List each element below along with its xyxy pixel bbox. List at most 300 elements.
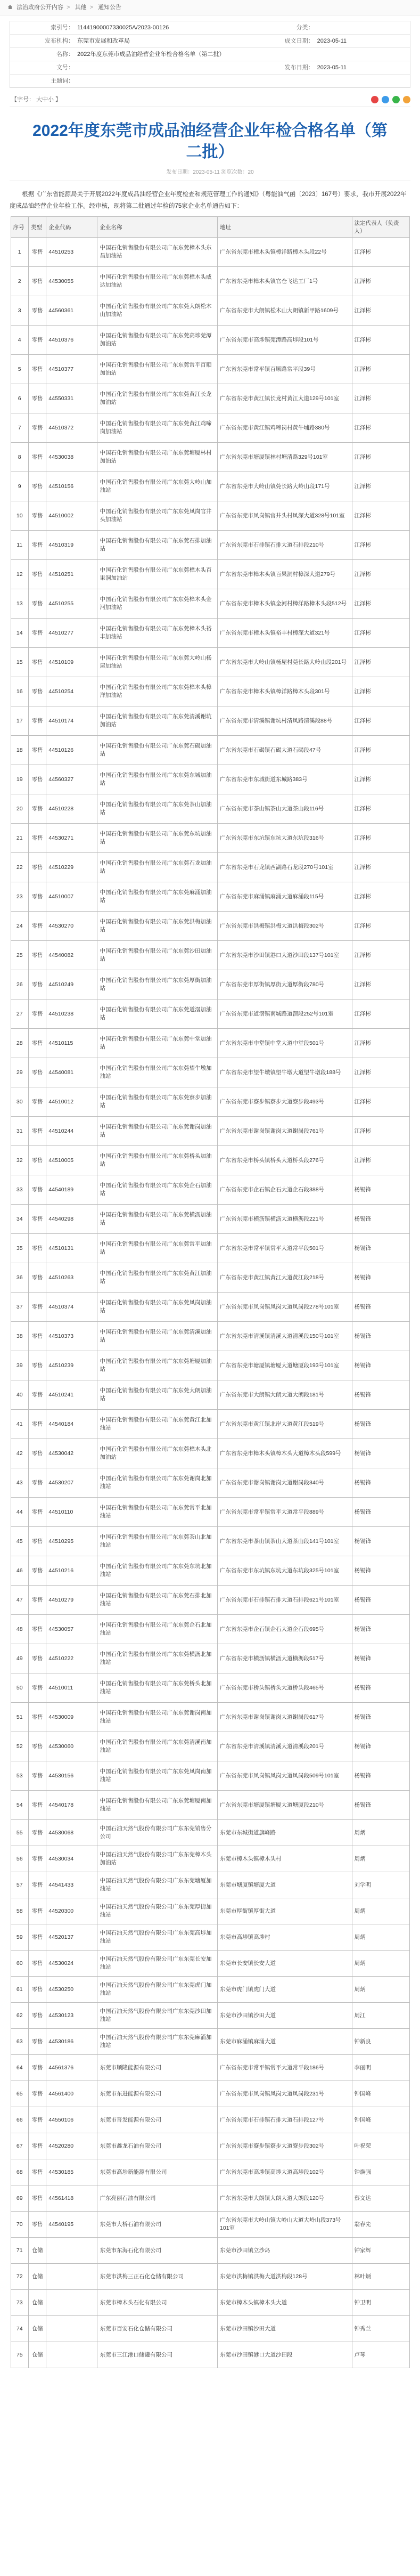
header-code: 企业代码 (46, 217, 97, 238)
breadcrumb-item-1[interactable]: 法治政府公开内容 (17, 4, 64, 11)
cell-name: 中国石化销售股份有限公司广东东莞东城加油站 (97, 765, 218, 794)
cell-name: 中国石化销售股份有限公司广东东莞东坑加油站 (97, 824, 218, 853)
cell-representative: 钟新良 (352, 2029, 409, 2055)
cell-type: 零售 (28, 941, 46, 970)
cell-no: 48 (11, 1615, 28, 1644)
cell-no: 36 (11, 1263, 28, 1293)
cell-name: 中国石化销售股份有限公司广东东莞石排北加油站 (97, 1586, 218, 1615)
cell-no: 8 (11, 443, 28, 472)
cell-code: 44530207 (46, 1468, 97, 1498)
cell-address: 东莞市樟木头镇樟木头大道 (218, 2290, 352, 2316)
cell-no: 23 (11, 882, 28, 912)
cell-name: 中国石化销售股份有限公司广东东莞横沥加油站 (97, 1205, 218, 1234)
cell-representative: 江泽彬 (352, 706, 409, 736)
cell-address: 广东省东莞市大朗镇大朗大道大朗段181号 (218, 1380, 352, 1410)
cell-name: 中国石化销售股份有限公司广东东莞清溪加油站 (97, 1322, 218, 1351)
cell-address: 东莞市沙田镇沙田大道 (218, 2316, 352, 2342)
cell-type: 零售 (28, 706, 46, 736)
cell-no: 12 (11, 560, 28, 589)
cell-code: 44510319 (46, 531, 97, 560)
cell-type: 仓储 (28, 2316, 46, 2342)
cell-address: 广东省东莞市凤岗镇凤岗大道凤岗段278号101室 (218, 1293, 352, 1322)
cell-no: 43 (11, 1468, 28, 1498)
cell-no: 7 (11, 413, 28, 443)
cell-code: 44530068 (46, 1820, 97, 1846)
cell-representative: 杨锡锋 (352, 1791, 409, 1820)
cell-address: 广东省东莞市石排镇石排大道石排段127号 (218, 2107, 352, 2133)
cell-name: 中国石化销售股份有限公司广东东莞石碣加油站 (97, 736, 218, 765)
cell-name: 中国石化销售股份有限公司广东东莞企石加油站 (97, 1175, 218, 1205)
cell-type: 零售 (28, 1293, 46, 1322)
cell-code: 44530024 (46, 1951, 97, 1977)
cell-no: 9 (11, 472, 28, 501)
cell-code: 44510374 (46, 1293, 97, 1322)
cell-name: 中国石油天然气股份有限公司广东东莞虎门加油站 (97, 1977, 218, 2003)
cell-type: 仓储 (28, 2264, 46, 2290)
cell-representative: 杨锡锋 (352, 1293, 409, 1322)
cell-code: 44510012 (46, 1087, 97, 1117)
cell-code: 44540298 (46, 1205, 97, 1234)
cell-type: 零售 (28, 1146, 46, 1175)
cell-name: 东莞市洪梅三正石化仓储有限公司 (97, 2264, 218, 2290)
cell-type: 零售 (28, 677, 46, 706)
cell-type: 零售 (28, 736, 46, 765)
cell-type: 零售 (28, 765, 46, 794)
cell-representative: 杨锡锋 (352, 1498, 409, 1527)
table-row (11, 2029, 409, 2055)
cell-address: 广东省东莞市东坑镇东坑大道东坑段316号 (218, 824, 352, 853)
cell-no: 15 (11, 648, 28, 677)
cell-representative: 刘学明 (352, 1872, 409, 1898)
cell-representative: 江泽彬 (352, 267, 409, 296)
cell-type: 零售 (28, 1468, 46, 1498)
cell-address: 广东省东莞市大岭山镇莞长路大岭山段171号 (218, 472, 352, 501)
meta-row (10, 21, 410, 35)
table-row (11, 1556, 409, 1586)
meta-cell (250, 61, 410, 74)
cell-type: 零售 (28, 1175, 46, 1205)
meta-label: 索引号： (51, 25, 74, 31)
font-big-link[interactable]: 大 (36, 96, 42, 103)
cell-no: 70 (11, 2212, 28, 2238)
cell-representative: 江泽彬 (352, 501, 409, 531)
qzone-icon[interactable] (382, 96, 389, 103)
cell-address: 广东省东莞市石排镇石排大道石排段621号101室 (218, 1586, 352, 1615)
cell-name: 中国石化销售股份有限公司广东东莞常平百顺加油站 (97, 355, 218, 384)
cell-code: 44530042 (46, 1439, 97, 1468)
table-row (11, 1898, 409, 1924)
cell-type: 零售 (28, 589, 46, 619)
cell-name: 东莞市三江港口储罐有限公司 (97, 2342, 218, 2368)
cell-no: 6 (11, 384, 28, 413)
cell-representative: 江泽彬 (352, 1087, 409, 1117)
cell-code: 44510244 (46, 1117, 97, 1146)
cell-representative: 江泽彬 (352, 648, 409, 677)
cell-no: 26 (11, 970, 28, 999)
cell-name: 中国石油天然气股份有限公司广东东莞厚街加油站 (97, 1898, 218, 1924)
cell-type: 零售 (28, 999, 46, 1029)
cell-code: 44560327 (46, 765, 97, 794)
cell-no: 10 (11, 501, 28, 531)
cell-code: 44561376 (46, 2055, 97, 2081)
meta-cell (250, 75, 410, 87)
cell-representative: 蔡文达 (352, 2185, 409, 2212)
cell-name: 东莞市顺隆能源有限公司 (97, 2055, 218, 2081)
weibo-icon[interactable] (371, 96, 378, 103)
cell-representative: 卢琴 (352, 2342, 409, 2368)
table-row (11, 2055, 409, 2081)
cell-address: 广东省东莞市中堂镇中堂大道中堂段501号 (218, 1029, 352, 1058)
cell-representative: 周炳 (352, 1898, 409, 1924)
cell-type: 零售 (28, 1234, 46, 1263)
cell-type: 零售 (28, 2107, 46, 2133)
cell-name: 中国石化销售股份有限公司广东东莞樟木头北加油站 (97, 1439, 218, 1468)
cell-no: 69 (11, 2185, 28, 2212)
breadcrumb-item-3[interactable]: 通知公告 (98, 4, 122, 11)
table-row (11, 501, 409, 531)
cell-code (46, 2342, 97, 2368)
cell-representative: 周炳 (352, 1977, 409, 2003)
header-type: 类型 (28, 217, 46, 238)
cell-name: 东莞市高埗新能源有限公司 (97, 2159, 218, 2185)
cell-type: 零售 (28, 1761, 46, 1791)
cell-representative: 钟焕强 (352, 2159, 409, 2185)
cell-representative: 周炳 (352, 1820, 409, 1846)
cell-code: 44510254 (46, 677, 97, 706)
cell-no: 42 (11, 1439, 28, 1468)
meta-cell (250, 35, 410, 47)
cell-code (46, 2238, 97, 2264)
cell-no: 5 (11, 355, 28, 384)
cell-code: 44520280 (46, 2133, 97, 2159)
meta-cell (10, 48, 250, 61)
table-row (11, 560, 409, 589)
cell-type: 零售 (28, 1791, 46, 1820)
cell-name: 中国石油天然气股份有限公司广东东莞高埗加油站 (97, 1924, 218, 1951)
table-row (11, 2290, 409, 2316)
cell-no: 67 (11, 2133, 28, 2159)
table-row (11, 1117, 409, 1146)
cell-code: 44510216 (46, 1556, 97, 1586)
cell-code: 44530250 (46, 1977, 97, 2003)
cell-type: 零售 (28, 1087, 46, 1117)
header-no: 序号 (11, 217, 28, 238)
cell-address: 广东省东莞市东坑镇东坑大道东坑段325号101室 (218, 1556, 352, 1586)
cell-address: 广东省东莞市高埗镇高埗大道高埗段102号 (218, 2159, 352, 2185)
cell-code: 44510222 (46, 1644, 97, 1673)
cell-no: 27 (11, 999, 28, 1029)
font-mid-link[interactable]: 中 (42, 96, 48, 103)
cell-address: 东莞市沙田镇立沙岛 (218, 2238, 352, 2264)
meta-row (10, 61, 410, 75)
table-row (11, 912, 409, 941)
cell-type: 零售 (28, 1556, 46, 1586)
cell-code: 44550106 (46, 2107, 97, 2133)
cell-name: 中国石化销售股份有限公司广东东莞茶山加油站 (97, 794, 218, 824)
cell-address: 广东省东莞市企石镇企石大道企石段388号 (218, 1175, 352, 1205)
meta-row (10, 75, 410, 87)
cell-name: 中国石化销售股份有限公司广东东莞塘厦南加油站 (97, 1791, 218, 1820)
cell-type: 零售 (28, 1439, 46, 1468)
cell-no: 60 (11, 1951, 28, 1977)
cell-no: 63 (11, 2029, 28, 2055)
table-row (11, 1293, 409, 1322)
cell-no: 64 (11, 2055, 28, 2081)
cell-address: 广东省东莞市凤岗镇官井头村凤深大道328号101室 (218, 501, 352, 531)
table-row (11, 2342, 409, 2368)
cell-code: 44530270 (46, 912, 97, 941)
table-row (11, 1058, 409, 1087)
cell-code: 44510109 (46, 648, 97, 677)
cell-name: 东莞市百安石化仓储有限公司 (97, 2316, 218, 2342)
cell-no: 38 (11, 1322, 28, 1351)
cell-type: 零售 (28, 2055, 46, 2081)
cell-no: 18 (11, 736, 28, 765)
table-row (11, 443, 409, 472)
cell-no: 51 (11, 1703, 28, 1732)
cell-code: 44541433 (46, 1872, 97, 1898)
table-row (11, 472, 409, 501)
table-row (11, 1527, 409, 1556)
cell-name: 中国石化销售股份有限公司广东东莞黄江长龙加油站 (97, 384, 218, 413)
cell-code: 44540184 (46, 1410, 97, 1439)
table-row (11, 1673, 409, 1703)
cell-representative: 江泽彬 (352, 853, 409, 882)
cell-code: 44540082 (46, 941, 97, 970)
cell-name: 东莞市大桥石油有限公司 (97, 2212, 218, 2238)
cell-representative: 江泽彬 (352, 1058, 409, 1087)
meta-value: 2023-05-11 (317, 64, 347, 71)
cell-no: 55 (11, 1820, 28, 1846)
cell-address: 广东省东莞市清溪镇清溪大道清溪段201号 (218, 1732, 352, 1761)
cell-address: 广东省东莞市樟木头镇裕丰村樟深大道321号 (218, 619, 352, 648)
cell-address: 广东省东莞市黄江镇鸡啼岗村黄牛埔路380号 (218, 413, 352, 443)
cell-code: 44530038 (46, 443, 97, 472)
table-row (11, 1872, 409, 1898)
cell-name: 中国石化销售股份有限公司广东东莞大岭山杨屋加油站 (97, 648, 218, 677)
cell-type: 零售 (28, 824, 46, 853)
cell-representative: 翁春先 (352, 2212, 409, 2238)
table-row (11, 2316, 409, 2342)
cell-no: 56 (11, 1846, 28, 1872)
cell-representative: 周炳 (352, 1846, 409, 1872)
cell-name: 中国石化销售股份有限公司广东东莞樟木头百果洞加油站 (97, 560, 218, 589)
cell-type: 零售 (28, 1820, 46, 1846)
cell-address: 广东省东莞市茶山镇茶山大道茶山段116号 (218, 794, 352, 824)
cell-representative: 杨锡锋 (352, 1586, 409, 1615)
cell-code: 44510228 (46, 794, 97, 824)
cell-representative: 钟秀兰 (352, 2316, 409, 2342)
cell-no: 46 (11, 1556, 28, 1586)
font-size-label: 【字号： (11, 96, 35, 103)
wechat-icon[interactable] (392, 96, 400, 103)
cell-address: 广东省东莞市樟木头镇金河村樟洋路樟木头段512号 (218, 589, 352, 619)
cell-address: 广东省东莞市沙田镇港口大道沙田段137号101室 (218, 941, 352, 970)
cell-code: 44510376 (46, 326, 97, 355)
font-small-link[interactable]: 小 (48, 96, 54, 103)
cell-address: 广东省东莞市洪梅镇洪梅大道洪梅段302号 (218, 912, 352, 941)
cell-code: 44530057 (46, 1615, 97, 1644)
cell-name: 东莞市樟木头石化有限公司 (97, 2290, 218, 2316)
cell-name: 中国石油天然气股份有限公司广东东莞长安加油站 (97, 1951, 218, 1977)
table-row (11, 1924, 409, 1951)
cell-no: 17 (11, 706, 28, 736)
cell-address: 广东省东莞市石龙镇西湖路石龙段270号101室 (218, 853, 352, 882)
cell-representative: 江泽彬 (352, 765, 409, 794)
cell-no: 14 (11, 619, 28, 648)
cell-address: 广东省东莞市大岭山镇大岭山大道大岭山段373号101室 (218, 2212, 352, 2238)
table-row (11, 1820, 409, 1846)
cell-code: 44561418 (46, 2185, 97, 2212)
cell-code: 44530009 (46, 1703, 97, 1732)
meta-label: 成文日期： (284, 38, 314, 44)
cell-address: 广东省东莞市寮步镇寮步大道寮步段493号 (218, 1087, 352, 1117)
cell-type: 零售 (28, 296, 46, 326)
table-row (11, 2185, 409, 2212)
cell-name: 东莞市东海石化有限公司 (97, 2238, 218, 2264)
cell-representative: 杨锡锋 (352, 1205, 409, 1234)
table-row (11, 1146, 409, 1175)
cell-code: 44530055 (46, 267, 97, 296)
cell-representative: 江泽彬 (352, 941, 409, 970)
table-row (11, 853, 409, 882)
cell-address: 广东省东莞市黄江镇黄江大道黄江段218号 (218, 1263, 352, 1293)
cell-representative: 杨锡锋 (352, 1439, 409, 1468)
cell-name: 中国石化销售股份有限公司广东东莞企石北加油站 (97, 1615, 218, 1644)
cell-code: 44550331 (46, 384, 97, 413)
table-row (11, 1205, 409, 1234)
cell-name: 中国石油天然气股份有限公司广东东莞麻涌加油站 (97, 2029, 218, 2055)
cell-representative: 杨锡锋 (352, 1234, 409, 1263)
cell-address: 广东省东莞市凤岗镇凤岗大道凤岗段509号101室 (218, 1761, 352, 1791)
cell-no: 25 (11, 941, 28, 970)
cell-no: 41 (11, 1410, 28, 1439)
cell-code: 44540189 (46, 1175, 97, 1205)
cell-code: 44510253 (46, 238, 97, 267)
table-row (11, 1846, 409, 1872)
cell-address: 东莞市高埗镇高埗村 (218, 1924, 352, 1951)
cell-type: 零售 (28, 413, 46, 443)
cell-name: 中国石化销售股份有限公司广东东莞凤岗南加油站 (97, 1761, 218, 1791)
cell-type: 零售 (28, 1527, 46, 1556)
cell-type: 零售 (28, 1380, 46, 1410)
table-row (11, 1234, 409, 1263)
cell-code: 44540178 (46, 1791, 97, 1820)
cell-address: 广东省东莞市樟木头镇百果洞村樟深大道279号 (218, 560, 352, 589)
cell-code: 44510229 (46, 853, 97, 882)
table-row (11, 706, 409, 736)
table-row (11, 1439, 409, 1468)
cell-no: 22 (11, 853, 28, 882)
cell-name: 中国石化销售股份有限公司广东东莞谢岗南加油站 (97, 1703, 218, 1732)
cell-code: 44510005 (46, 1146, 97, 1175)
table-row (11, 1351, 409, 1380)
cell-no: 52 (11, 1732, 28, 1761)
cell-code: 44530123 (46, 2003, 97, 2029)
cell-name: 中国石化销售股份有限公司广东东莞大朗加油站 (97, 1380, 218, 1410)
cell-name: 中国石化销售股份有限公司广东东莞沙田加油站 (97, 941, 218, 970)
cell-name: 中国石化销售股份有限公司广东东莞石排加油站 (97, 531, 218, 560)
cell-name: 中国石化销售股份有限公司广东东莞常平加油站 (97, 1234, 218, 1263)
cell-no: 32 (11, 1146, 28, 1175)
cell-representative: 江泽彬 (352, 736, 409, 765)
cell-no: 29 (11, 1058, 28, 1087)
cell-address: 广东省东莞市谢岗镇谢岗大道谢岗段617号 (218, 1703, 352, 1732)
cell-code: 44530156 (46, 1761, 97, 1791)
cell-address: 广东省东莞市樟木头镇樟洋路樟木头段22号 (218, 238, 352, 267)
cell-code: 44510279 (46, 1586, 97, 1615)
cell-no: 11 (11, 531, 28, 560)
cell-name: 中国石化销售股份有限公司广东东莞樟木头裕丰加油站 (97, 619, 218, 648)
cell-representative: 钟国峰 (352, 2107, 409, 2133)
cell-address: 广东省东莞市大朗镇松木山大朗镇新甲路1609号 (218, 296, 352, 326)
cell-no: 45 (11, 1527, 28, 1556)
cell-name: 中国石化销售股份有限公司广东东莞凤岗加油站 (97, 1293, 218, 1322)
cell-representative: 江泽彬 (352, 677, 409, 706)
cell-representative: 杨锡锋 (352, 1322, 409, 1351)
table-row (11, 1175, 409, 1205)
table-row (11, 296, 409, 326)
cell-address: 广东省东莞市常平镇百顺路常平段39号 (218, 355, 352, 384)
table-row (11, 1951, 409, 1977)
cell-representative: 江泽彬 (352, 443, 409, 472)
cell-representative: 江泽彬 (352, 472, 409, 501)
table-row (11, 648, 409, 677)
table-row (11, 1468, 409, 1498)
cell-address: 广东省东莞市常平镇常平大道常平段186号 (218, 2055, 352, 2081)
table-row (11, 941, 409, 970)
cell-address: 广东省东莞市桥头镇桥头大道桥头段465号 (218, 1673, 352, 1703)
table-row (11, 1322, 409, 1351)
cell-representative: 杨锡锋 (352, 1468, 409, 1498)
cell-no: 44 (11, 1498, 28, 1527)
cell-address: 广东省东莞市茶山镇茶山大道茶山段141号101室 (218, 1527, 352, 1556)
cell-no: 4 (11, 326, 28, 355)
cell-code: 44510263 (46, 1263, 97, 1293)
meta-row (10, 35, 410, 48)
cell-address: 东莞市麻涌镇麻涌大道 (218, 2029, 352, 2055)
table-row (11, 413, 409, 443)
cell-type: 仓储 (28, 2238, 46, 2264)
cell-address: 广东省东莞市道滘镇南城路道滘段252号101室 (218, 999, 352, 1029)
cell-name: 中国石化销售股份有限公司广东东莞望牛墩加油站 (97, 1058, 218, 1087)
cell-representative: 杨锡锋 (352, 1644, 409, 1673)
print-icon[interactable] (403, 96, 410, 103)
cell-no: 73 (11, 2290, 28, 2316)
article-title: 2022年度东莞市成品油经营企业年检合格名单（第二批） (32, 122, 388, 161)
cell-type: 仓储 (28, 2290, 46, 2316)
table-row (11, 619, 409, 648)
meta-label: 分类： (296, 25, 314, 31)
cell-name: 中国石化销售股份有限公司广东东莞中堂加油站 (97, 1029, 218, 1058)
cell-type: 零售 (28, 238, 46, 267)
cell-representative: 杨锡锋 (352, 1761, 409, 1791)
cell-no: 2 (11, 267, 28, 296)
breadcrumb-item-2[interactable]: 其他 (75, 4, 87, 11)
cell-address: 广东省东莞市高埗镇莞潭路高埗段101号 (218, 326, 352, 355)
table-header-row (11, 217, 409, 238)
cell-name: 中国石化销售股份有限公司广东东莞麻涌加油站 (97, 882, 218, 912)
cell-address: 东莞市樟木头镇樟木头村 (218, 1846, 352, 1872)
cell-address: 广东省东莞市谢岗镇谢岗大道谢岗段761号 (218, 1117, 352, 1146)
cell-representative: 周炳 (352, 1951, 409, 1977)
cell-type: 零售 (28, 2081, 46, 2107)
cell-no: 20 (11, 794, 28, 824)
font-size-control (10, 93, 63, 106)
table-row (11, 2264, 409, 2290)
cell-code: 44530186 (46, 2029, 97, 2055)
cell-type: 零售 (28, 2212, 46, 2238)
